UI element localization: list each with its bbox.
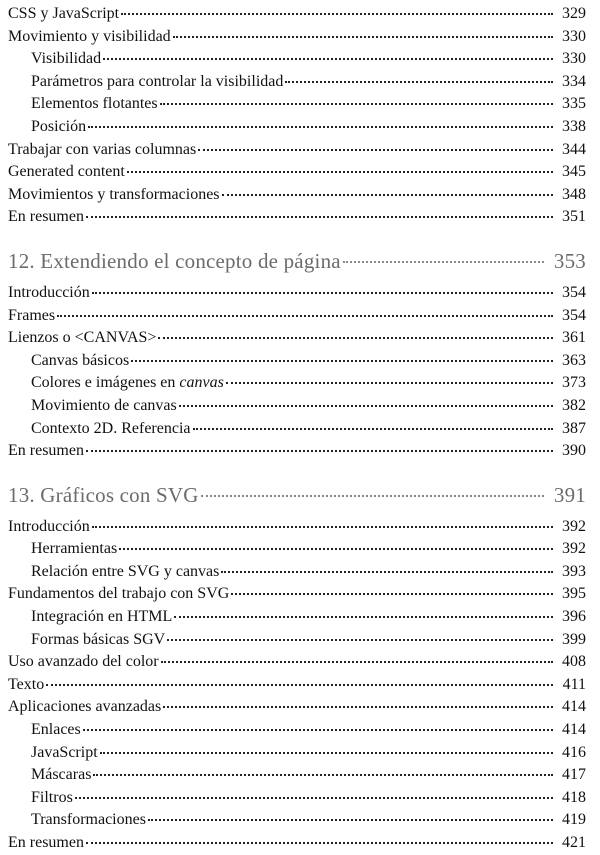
toc-entry-title: Formas básicas SGV: [31, 630, 166, 648]
chapter-page: 353: [553, 248, 586, 273]
toc-subentry[interactable]: [8, 395, 586, 418]
toc-subentry[interactable]: [8, 787, 586, 810]
toc-entry-title: Introducción: [8, 517, 90, 535]
toc-entry-title: Fundamentos del trabajo con SVG: [8, 585, 230, 603]
toc-entry-title: Generated content: [8, 163, 125, 181]
toc-entry-title: Relación entre SVG y canvas: [31, 562, 220, 580]
toc-entry-title: Filtros: [31, 788, 73, 806]
toc-entry-title: En resumen: [8, 834, 84, 851]
toc-entry-page: 419: [562, 811, 586, 829]
toc-entry-page: 348: [562, 185, 586, 203]
toc-entry-title: CSS y JavaScript: [8, 5, 120, 22]
chapter-heading[interactable]: [8, 480, 586, 510]
dot-leader: [343, 260, 544, 263]
toc-entry-page: 335: [562, 95, 586, 113]
dot-leader: [75, 796, 553, 799]
toc-entry[interactable]: [8, 282, 586, 305]
dot-leader: [201, 494, 544, 497]
toc-entry-title: Movimiento y visibilidad: [8, 27, 171, 45]
dot-leader: [285, 80, 553, 83]
toc-section-chapter-12: [8, 246, 586, 463]
toc-entry[interactable]: [8, 139, 586, 162]
toc-entry-page: 411: [562, 675, 586, 693]
toc-entry-page: 351: [562, 208, 586, 226]
toc-entry-title: JavaScript: [31, 743, 98, 761]
toc-entry[interactable]: [8, 305, 586, 328]
toc-entry[interactable]: [8, 583, 586, 606]
chapter-title: 12. Extendiendo el concepto de página: [8, 248, 341, 273]
dot-leader: [221, 570, 553, 573]
toc-entry-page: 396: [562, 608, 586, 626]
toc-entry-title: Contexto 2D. Referencia: [31, 419, 191, 437]
toc-entry-page: 392: [562, 540, 586, 558]
toc-entry-page: 361: [562, 329, 586, 347]
toc-entry-page: 393: [562, 562, 586, 580]
dot-leader: [173, 35, 553, 38]
dot-leader: [148, 818, 553, 821]
toc-section-continued: [8, 3, 586, 229]
toc-entry-page: 363: [562, 351, 586, 369]
toc-entry[interactable]: [8, 26, 586, 49]
dot-leader: [83, 728, 553, 731]
toc-entry-title: Lienzos o <CANVAS>: [8, 329, 157, 347]
toc-entry-page: 382: [562, 396, 586, 414]
toc-subentry[interactable]: [8, 418, 586, 441]
toc-entry-page: 354: [562, 306, 586, 324]
toc-entry[interactable]: [8, 161, 586, 184]
toc-entry-page: 330: [562, 50, 586, 68]
toc-entry-title: En resumen: [8, 208, 84, 226]
toc-entry-page: 334: [562, 72, 586, 90]
toc-entry-title: Herramientas: [31, 540, 118, 558]
toc-entry-title: Uso avanzado del color: [8, 653, 159, 671]
chapter-title: 13. Gráficos con SVG: [8, 482, 199, 507]
toc-subentry[interactable]: [8, 71, 586, 94]
dot-leader: [167, 638, 553, 641]
toc-entry[interactable]: [8, 440, 586, 463]
toc-entry-title: Texto: [8, 675, 45, 693]
toc-entry-title: Visibilidad: [31, 50, 102, 68]
toc-entry-page: 354: [562, 283, 586, 301]
dot-leader: [119, 547, 553, 550]
toc-entry-title: Movimientos y transformaciones: [8, 185, 220, 203]
toc-entry-title: Movimiento de canvas: [31, 396, 177, 414]
dot-leader: [226, 381, 553, 384]
dot-leader: [131, 359, 553, 362]
toc-entry-title: Máscaras: [31, 766, 92, 784]
toc-entry-page: 344: [562, 140, 586, 158]
dot-leader: [174, 615, 553, 618]
toc-subentry[interactable]: [8, 764, 586, 787]
toc-entry-title-italic: canvas: [179, 374, 224, 392]
toc-entry-page: 373: [562, 374, 586, 392]
toc-entry-page: 399: [562, 630, 586, 648]
toc-entry-title: Integración en HTML: [31, 608, 173, 626]
toc-entry-title: Posición: [31, 117, 87, 135]
toc-entry-page: 395: [562, 585, 586, 603]
toc-subentry[interactable]: [8, 538, 586, 561]
toc-entry-page: 414: [562, 721, 586, 739]
toc-entry-page: 421: [562, 834, 586, 851]
toc-entry[interactable]: [8, 516, 586, 539]
toc-subentry[interactable]: [8, 48, 586, 71]
dot-leader: [160, 102, 553, 105]
toc-subentry[interactable]: [8, 372, 586, 395]
toc-subentry[interactable]: [8, 719, 586, 742]
toc-entry[interactable]: [8, 184, 586, 207]
dot-leader: [86, 841, 553, 844]
dot-leader: [179, 404, 553, 407]
dot-leader: [57, 314, 553, 317]
dot-leader: [86, 215, 553, 218]
toc-entry-page: 414: [562, 698, 586, 716]
toc-entry-title: Parámetros para controlar la visibilidad: [31, 72, 284, 90]
toc-entry-page: 408: [562, 653, 586, 671]
toc-entry-title: En resumen: [8, 442, 84, 460]
toc-entry-page: 390: [562, 442, 586, 460]
toc-subentry[interactable]: [8, 116, 586, 139]
toc-entry-page: 387: [562, 419, 586, 437]
toc-subentry[interactable]: [8, 606, 586, 629]
dot-leader: [93, 773, 553, 776]
toc-entry[interactable]: [8, 206, 586, 229]
toc-entry-page: 417: [562, 766, 586, 784]
toc-entry-title: Frames: [8, 306, 56, 324]
toc-entry-page: 392: [562, 517, 586, 535]
chapter-heading[interactable]: [8, 246, 586, 276]
dot-leader: [198, 148, 553, 151]
toc-entry-title: Transformaciones: [31, 811, 146, 829]
toc-entry-title-regular: Colores e imágenes en: [31, 374, 176, 392]
toc-entry-page: 416: [562, 743, 586, 761]
dot-leader: [86, 449, 553, 452]
toc-entry[interactable]: [8, 674, 586, 697]
toc-entry-page: 345: [562, 163, 586, 181]
dot-leader: [127, 170, 553, 173]
dot-leader: [92, 525, 553, 528]
toc-entry-title: [31, 372, 224, 395]
dot-leader: [222, 193, 553, 196]
toc-entry[interactable]: [8, 696, 586, 719]
toc-entry-page: 338: [562, 117, 586, 135]
toc-entry-page: 329: [562, 5, 586, 22]
dot-leader: [121, 12, 553, 15]
toc-subentry[interactable]: [8, 629, 586, 652]
toc-entry[interactable]: [8, 327, 586, 350]
toc-subentry[interactable]: [8, 93, 586, 116]
toc-subentry[interactable]: [8, 561, 586, 584]
dot-leader: [163, 705, 553, 708]
dot-leader: [92, 291, 553, 294]
dot-leader: [231, 592, 553, 595]
dot-leader: [103, 57, 553, 60]
chapter-page: 391: [553, 482, 586, 507]
dot-leader: [161, 660, 553, 663]
dot-leader: [100, 751, 553, 754]
toc-entry[interactable]: [8, 3, 586, 26]
dot-leader: [46, 683, 553, 686]
toc-entry-title: Introducción: [8, 283, 90, 301]
toc-subentry[interactable]: [8, 809, 586, 832]
dot-leader: [193, 427, 554, 430]
dot-leader: [88, 125, 553, 128]
toc-entry-title: Enlaces: [31, 721, 81, 739]
toc-section-chapter-13: [8, 480, 586, 855]
toc-entry-title: Canvas básicos: [31, 351, 130, 369]
toc-entry[interactable]: [8, 651, 586, 674]
toc-entry[interactable]: [8, 832, 586, 855]
toc-subentry[interactable]: [8, 742, 586, 765]
toc-entry-title: Elementos flotantes: [31, 95, 158, 113]
toc-subentry[interactable]: [8, 350, 586, 373]
toc-entry-page: 418: [562, 788, 586, 806]
dot-leader: [158, 336, 553, 339]
toc-entry-page: 330: [562, 27, 586, 45]
toc-entry-title: Trabajar con varias columnas: [8, 140, 197, 158]
toc-entry-title: Aplicaciones avanzadas: [8, 698, 162, 716]
